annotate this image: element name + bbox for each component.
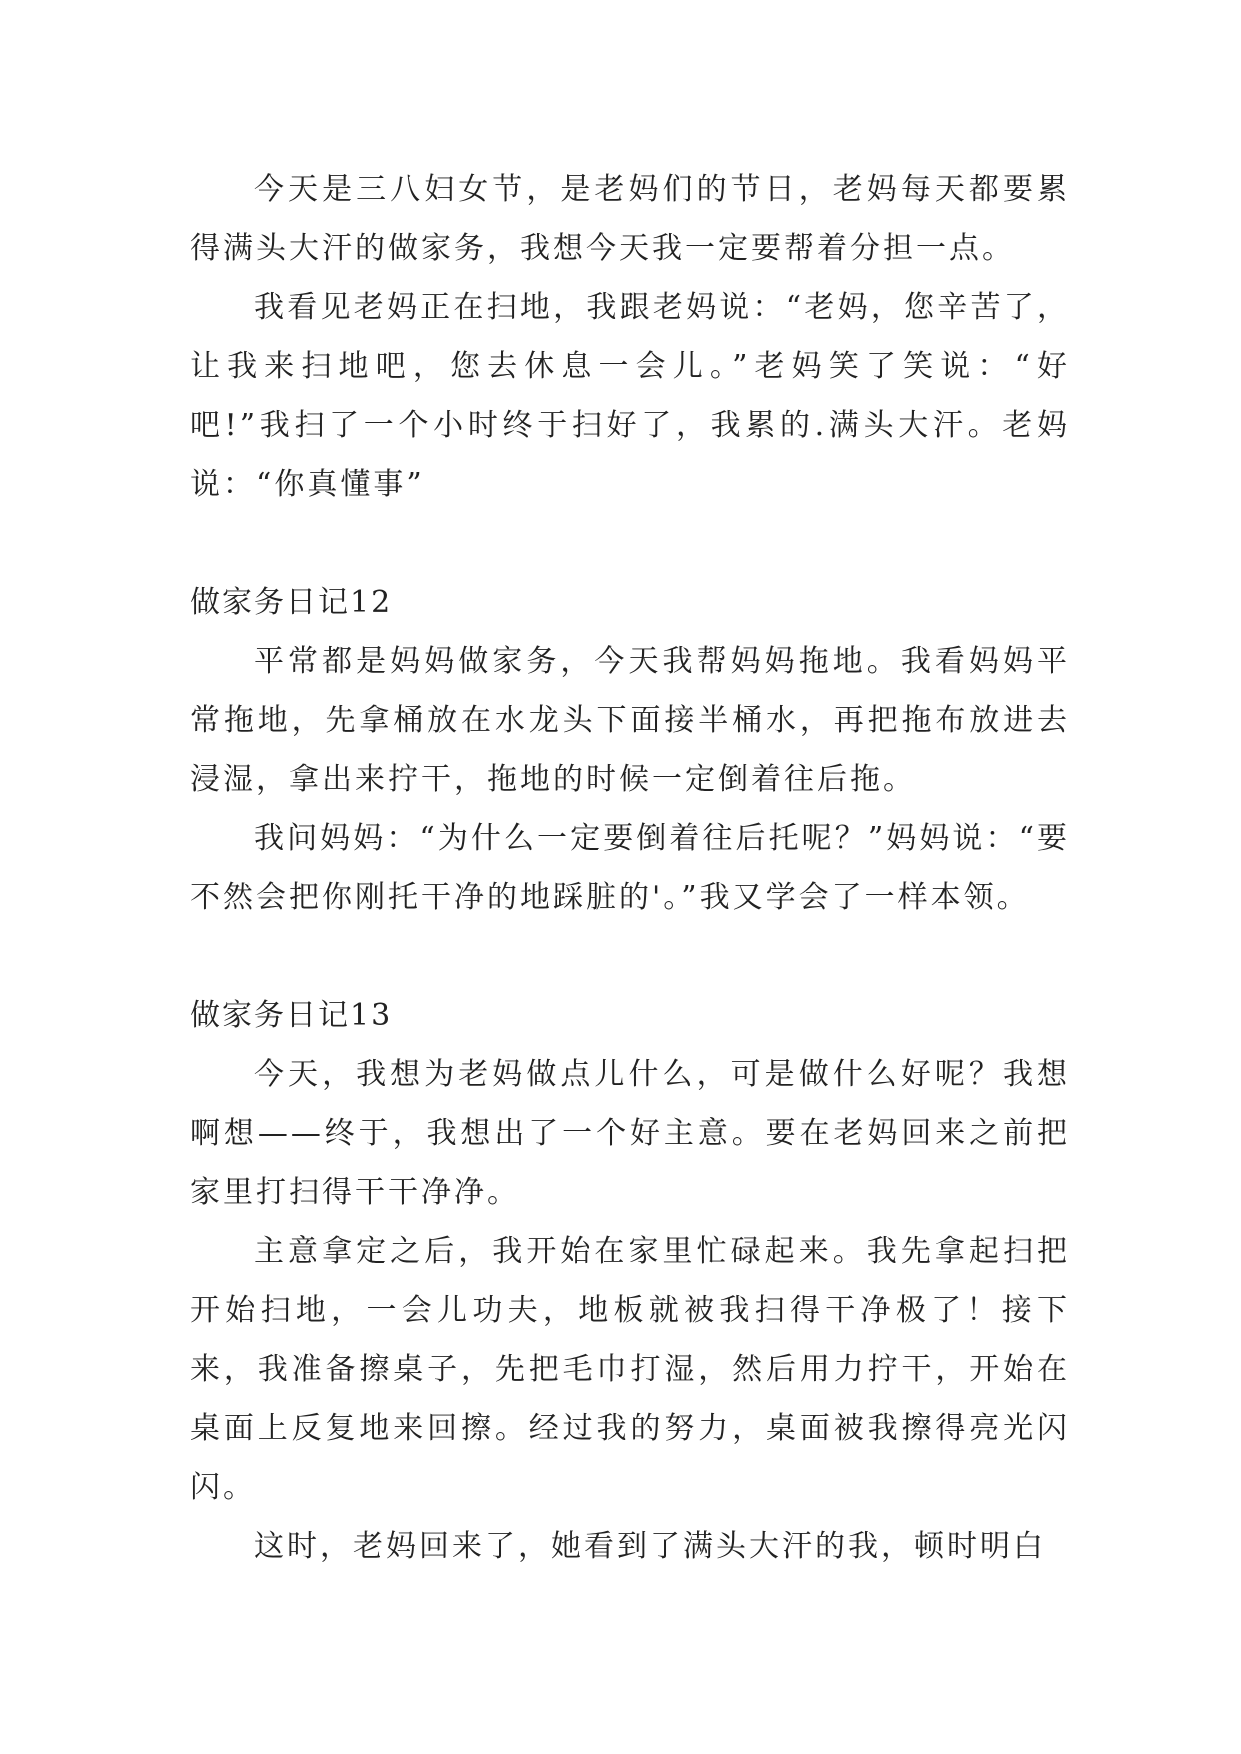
section-heading: 做家务日记13 xyxy=(190,998,393,1033)
paragraph: 今天是三八妇女节，是老妈们的节日，老妈每天都要累得满头大汗的做家务，我想今天我一定要帮着分担一点。 xyxy=(190,172,1070,266)
section-heading: 做家务日记12 xyxy=(190,585,393,620)
paragraph: 我看见老妈正在扫地，我跟老妈说：“老妈，您辛苦了，让我来扫地吧，您去休息一会儿。”老妈笑了笑说：“好吧!”我扫了一个小时终于扫好了，我累的.满头大汗。老妈说：“你真懂事” xyxy=(190,290,1070,502)
paragraph: 今天，我想为老妈做点儿什么，可是做什么好呢？我想啊想——终于，我想出了一个好主意。要在老妈回来之前把家里打扫得干干净净。 xyxy=(190,1057,1070,1210)
paragraph: 这时，老妈回来了，她看到了满头大汗的我，顿时明白 xyxy=(254,1529,1046,1564)
paragraph: 我问妈妈：“为什么一定要倒着往后托呢？”妈妈说：“要不然会把你刚托干净的地踩脏的'。”我又学会了一样本领。 xyxy=(190,821,1070,915)
paragraph: 主意拿定之后，我开始在家里忙碌起来。我先拿起扫把开始扫地，一会儿功夫，地板就被我扫得干净极了！接下来，我准备擦桌子，先把毛巾打湿，然后用力拧干，开始在桌面上反复地来回擦。经过我的努力，桌面被我擦得亮光闪闪。 xyxy=(190,1234,1070,1505)
document-body xyxy=(190,160,1070,1576)
paragraph: 平常都是妈妈做家务，今天我帮妈妈拖地。我看妈妈平常拖地，先拿桶放在水龙头下面接半桶水，再把拖布放进去浸湿，拿出来拧干，拖地的时候一定倒着往后拖。 xyxy=(190,644,1070,797)
